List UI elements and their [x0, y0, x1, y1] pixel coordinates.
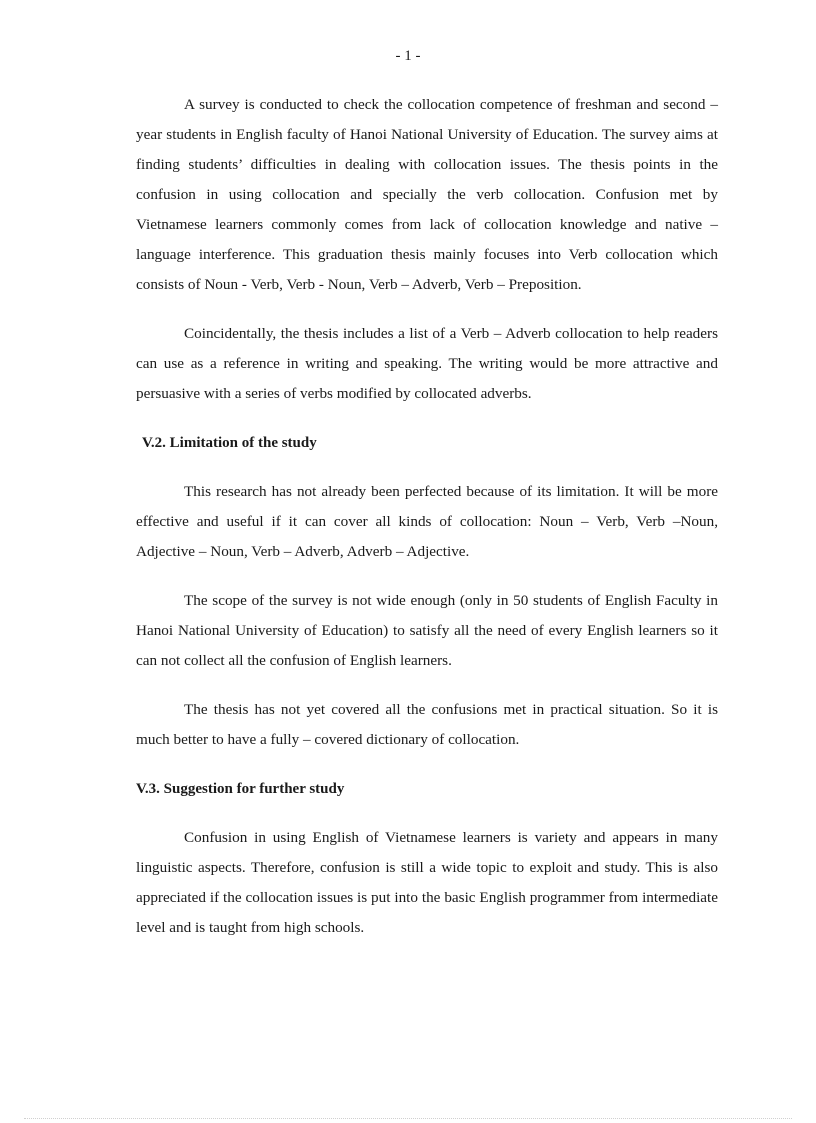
- suggestion-paragraph-1: Confusion in using English of Vietnamese learners is variety and appears in many linguistic aspects. Therefore, confusion is still a wide topic to exploit and study. This is also appreciated if the collocation issues is put into the basic English programmer from intermediate level and is taught from high schools.: [136, 829, 718, 936]
- limitation-paragraph-3: The thesis has not yet covered all the confusions met in practical situation. So it is much better to have a fully – covered dictionary of collocation.: [136, 701, 718, 748]
- page-number: - 1 -: [395, 48, 421, 64]
- suggestion-heading: V.3. Suggestion for further study: [136, 781, 345, 797]
- intro-paragraph-1: A survey is conducted to check the collocation competence of freshman and second – year students in English faculty of Hanoi National University of Education. The survey aims at finding students’ difficulties in dealing with collocation issues. The thesis points in the confusion in using collocation and specially the verb collocation. Confusion met by Vietnamese learners commonly comes from lack of collocation knowledge and native – language interference. This graduation thesis mainly focuses into Verb collocation which consists of Noun - Verb, Verb - Noun, Verb – Adverb, Verb – Preposition.: [136, 96, 718, 293]
- intro-paragraph-2: Coincidentally, the thesis includes a list of a Verb – Adverb collocation to help readers can use as a reference in writing and speaking. The writing would be more attractive and persuasive with a series of verbs modified by collocated adverbs.: [136, 325, 718, 402]
- page-bottom-border: [24, 1118, 792, 1119]
- limitation-paragraph-1: This research has not already been perfected because of its limitation. It will be more effective and useful if it can cover all kinds of collocation: Noun – Verb, Verb –Noun, Adjective – Noun, Verb – Adverb, Adverb – Adjective.: [136, 483, 718, 560]
- limitation-heading: V.2. Limitation of the study: [142, 435, 317, 451]
- limitation-paragraph-2: The scope of the survey is not wide enough (only in 50 students of English Faculty in Hanoi National University of Education) to satisfy all the need of every English learners so it can not collect all the confusion of English learners.: [136, 592, 718, 669]
- page-content: [136, 90, 718, 962]
